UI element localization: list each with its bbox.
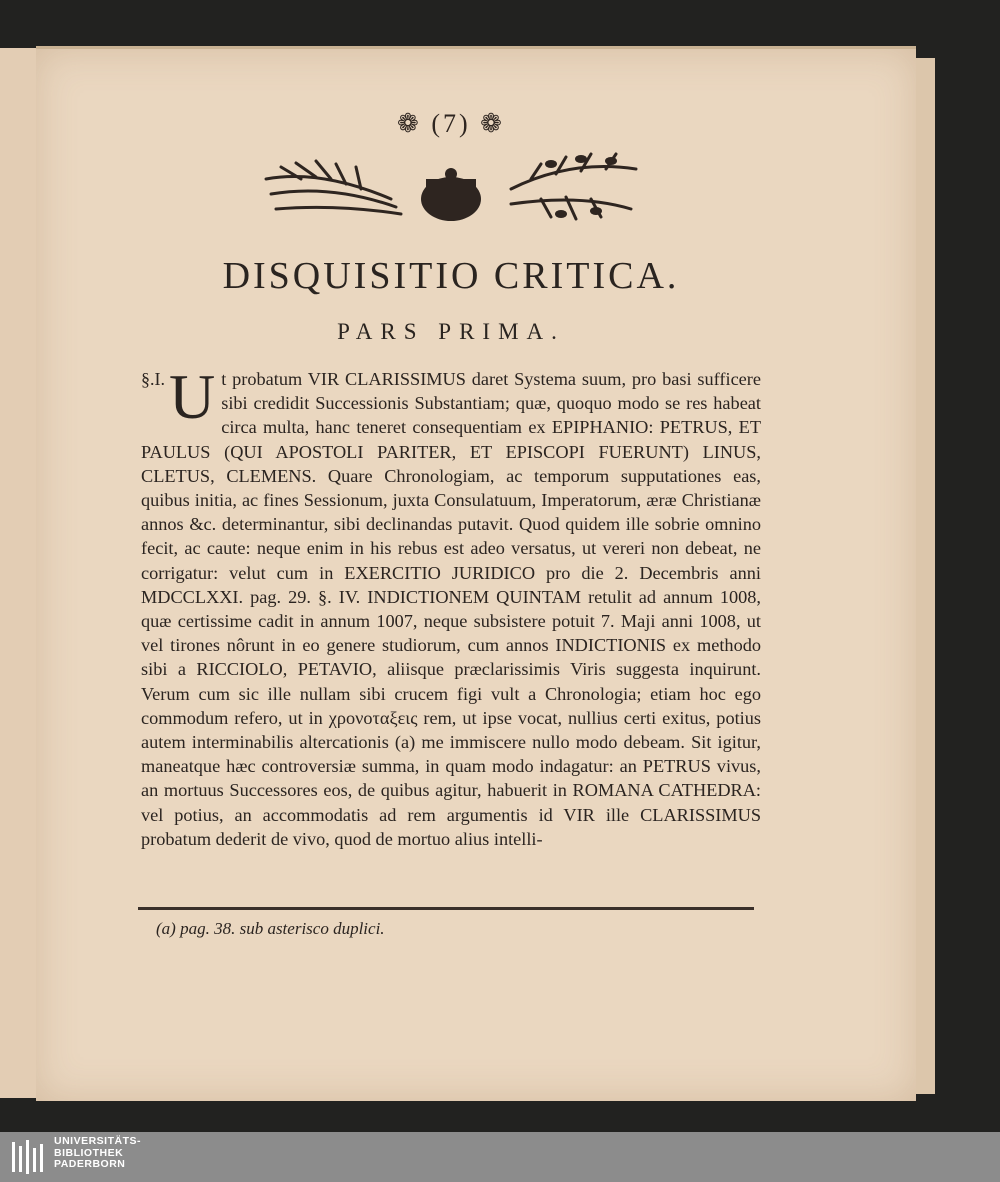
library-name: UNIVERSITÄTS- BIBLIOTHEK PADERBORN (54, 1135, 142, 1170)
fleuron-left-icon: ❁ (397, 109, 422, 138)
fleuron-right-icon: ❁ (480, 109, 505, 138)
book-page (36, 46, 916, 1101)
page-subtitle: PARS PRIMA. (337, 319, 565, 344)
section-mark: §.I. (141, 369, 165, 389)
headpiece-ornament-icon (261, 149, 646, 229)
body-paragraph (141, 361, 761, 851)
drop-cap: U (169, 361, 216, 432)
body-text: t probatum VIR CLARISSIMUS daret Systema suum, pro basi sufficere sibi credidit Successionis Substantiam; quæ, quoquo modo se res habeat circa multa, hanc teneret consequentiam ex EPIPHANIO: PETRUS, ET PAULUS (QUI APOSTOLI PARITER, ET EPISCOPI FUERUNT) LINUS, CLETUS, CLEMENS. Quare Chronologiam, ac temporum supputationes eas, quibus initia, ac fines Sessionum, juxta Consulatuum, Imperatorum, æræ Christianæ annos &c. determinantur, sibi declinandas putavit. Quod quidem ille sobrie omnino fecit, ac caute: neque enim in his rebus est adeo versatus, ut vereri non debeat, ne corrigatur: velut cum in EXERCITIO JURIDICO pro die 2. Decembris anni MDCCLXXI. pag. 29. §. IV. INDICTIONEM QUINTAM retulit ad annum 1008, quæ certissime cadit in annum 1007, neque subsistere potuit 7. Maji anni 1008, ut vel tirones nôrunt in eo genere studiorum, cum annos INDICTIONIS ex methodo sibi a RICCIOLO, PETAVIO, aliisque præclarissimis Viris suggesta inquirunt. Verum cum sic ille nullam sibi crucem figi vult a Chronologia; etiam hoc ego commodum refero, ut in χρονοταξεις rem, ut ipse vocat, nullius certi exitus, potius autem interminabilis altercationis (a) me immiscere nullo modo debeam. Sit igitur, maneatque hæc controversiæ summa, in quam modo indagatur: an PETRUS vivus, an mortuus Successores eos, de quibus agitur, habuerit in ROMANA CATHEDRA: vel potius, an accommodatis ad rem argumentis id VIR ille CLARISSIMUS probatum dederit de vivo, quod de mortuo alius intelli- (141, 369, 761, 849)
footnote: (a) pag. 38. sub asterisco duplici. (156, 919, 385, 938)
page-number: ❁ (7) ❁ (397, 109, 505, 138)
footnote-rule (138, 907, 754, 910)
library-footer-bar (0, 1132, 1000, 1182)
library-logo-icon (10, 1138, 46, 1176)
page-title: DISQUISITIO CRITICA. (222, 255, 680, 297)
